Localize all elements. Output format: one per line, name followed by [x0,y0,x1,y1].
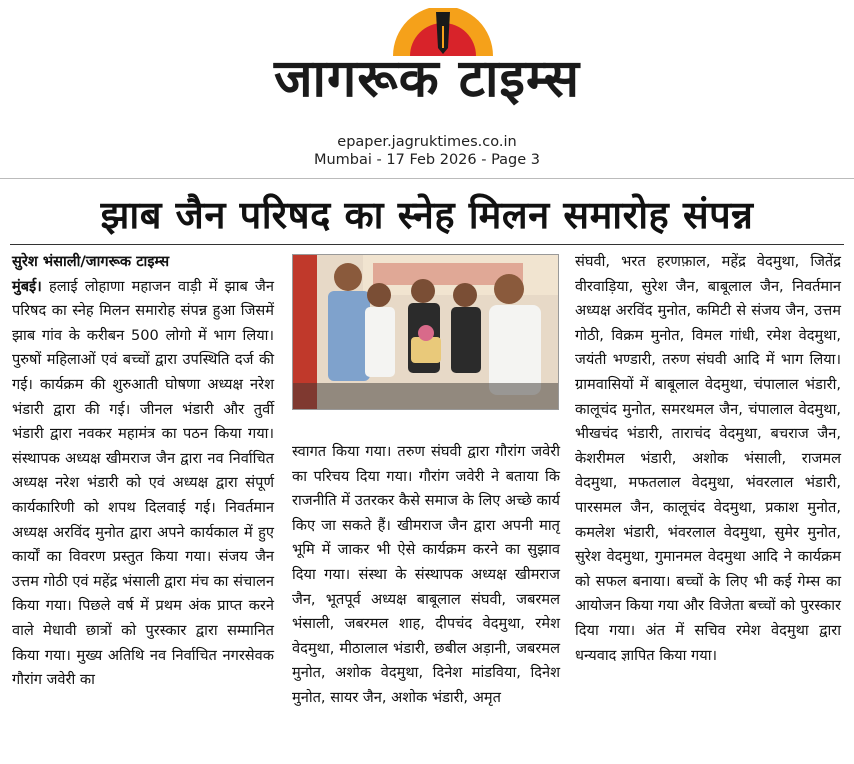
article-column-1 [12,250,274,693]
article-headline: झाब जैन परिषद का स्नेह मिलन समारोह संपन्न [100,193,754,237]
column-1-text: हलाई लोहाणा महाजन वाड़ी में झाब जैन परिषद का स्नेह मिलन समारोह संपन्न हुआ जिसमें झाब गांव के करीबन 500 लोगो में भाग लिया। पुरुषों महिलाओं एवं बच्चों द्वारा उपस्थिति दर्ज की गई। कार्यक्रम की शुरुआती घोषणा अध्यक्ष नरेश भंडारी द्वारा की गई। जीनल भंडारी और तुर्वी भंडारी द्वारा नवकर महामंत्र का पठन किया गया। संस्थापक अध्यक्ष खीमराज जैन द्वारा नव निर्वाचित अध्यक्ष नरेश भंडारी को एवं अध्यक्ष द्वारा संपूर्ण कार्यकारिणी को शपथ दिलवाई गई। निवर्तमान अध्यक्ष अरविंद मुनोत द्वारा अपने कार्यकाल में हुए कार्यों का विवरण प्रस्तुत किया गया। संजय जैन उत्तम गोठी एवं महेंद्र भंसाली द्वारा मंच का संचालन किया गया। पिछले वर्ष में प्रथम अंक प्राप्त करने वाले मेधावी छात्रों को पुरस्कार द्वारा सम्मानित किया गया। मुख्य अतिथि नव निर्वाचित नगरसेवक गौरांग जवेरी का [12,277,274,689]
masthead-divider [0,178,854,179]
article-column-2 [292,440,560,711]
article-dateline: मुंबई। [12,277,42,295]
newspaper-brand: जागरूक टाइम्स [273,49,581,109]
article-column-3 [575,250,841,668]
event-photo [292,254,559,410]
column-3-text: संघवी, भरत हरणफ़ाल, महेंद्र वेदमुथा, जितेंद्र वीरवाड़िया, सुरेश जैन, बाबूलाल जैन, निवर्तमान अध्यक्ष अरविंद मुनोत, कमिटी से संजय जैन, उत्तम गोठी, विक्रम मुनोत, विमल गांधी, रमेश वेदमुथा, जयंती भण्डारी, तरुण संघवी आदि में भाग लिया। ग्रामवासियों में बाबूलाल वेदमुथा, चंपालाल भंडारी, कालूचंद मुनोत, समरथमल जैन, चंपालाल वेदमुथा, भीखचंद भंडारी, ताराचंद वेदमुथा, बचराज जैन, केशरीमल भंडारी, अशोक भंसाली, राजमल वेदमुथा, मफतलाल वेदमुथा, भंवरलाल भंडारी, पारसमल जैन, कालूचंद वेदमुथा, प्रकाश मुनोत, कमलेश भंडारी, भंवरलाल वेदमुथा, सुमेर मुनोत, सुरेश वेदमुथा, गुमानमल वेदमुथा आदि ने कार्यक्रम को सफल बनाया। बच्चों के लिए भी कई गेम्स का आयोजन किया गया और विजेता बच्चों को पुरस्कार दिया गया। अंत में सचिव रमेश वेदमुथा द्वारा धन्यवाद ज्ञापित किया गया। [575,253,841,664]
event-photo-illustration [293,255,558,409]
edition-line: Mumbai - 17 Feb 2026 - Page 3 [313,152,541,168]
masthead [0,0,854,172]
epaper-url: epaper.jagruktimes.co.in [337,134,517,150]
headline-rule [10,244,844,245]
column-2-text: स्वागत किया गया। तरुण संघवी द्वारा गौरांग जवेरी का परिचय दिया गया। गौरांग जवेरी ने बताया कि राजनीति में उतरकर कैसे समाज के लिए अच्छे कार्य किए जा सकते हैं। खीमराज जैन द्वारा अपनी मातृ भूमि में जाकर भी ऐसे कार्यक्रम करने का सुझाव दिया गया। संस्था के संस्थापक अध्यक्ष खीमराज जैन, भूतपूर्व अध्यक्ष बाबूलाल संघवी, जबरमल भंसाली, जबरमल शाह, दीपचंद वेदमुथा, रमेश वेदमुथा, मीठालाल भंडारी, छबील अड़ानी, जबरमल मुनोत, अशोक वेदमुथा, दिनेश मांडविया, दिनेश मुनोत, सायर जैन, अशोक भंडारी, अमृत [292,443,560,706]
article-byline: सुरेश भंसाली/जागरूक टाइम्स [12,253,170,270]
